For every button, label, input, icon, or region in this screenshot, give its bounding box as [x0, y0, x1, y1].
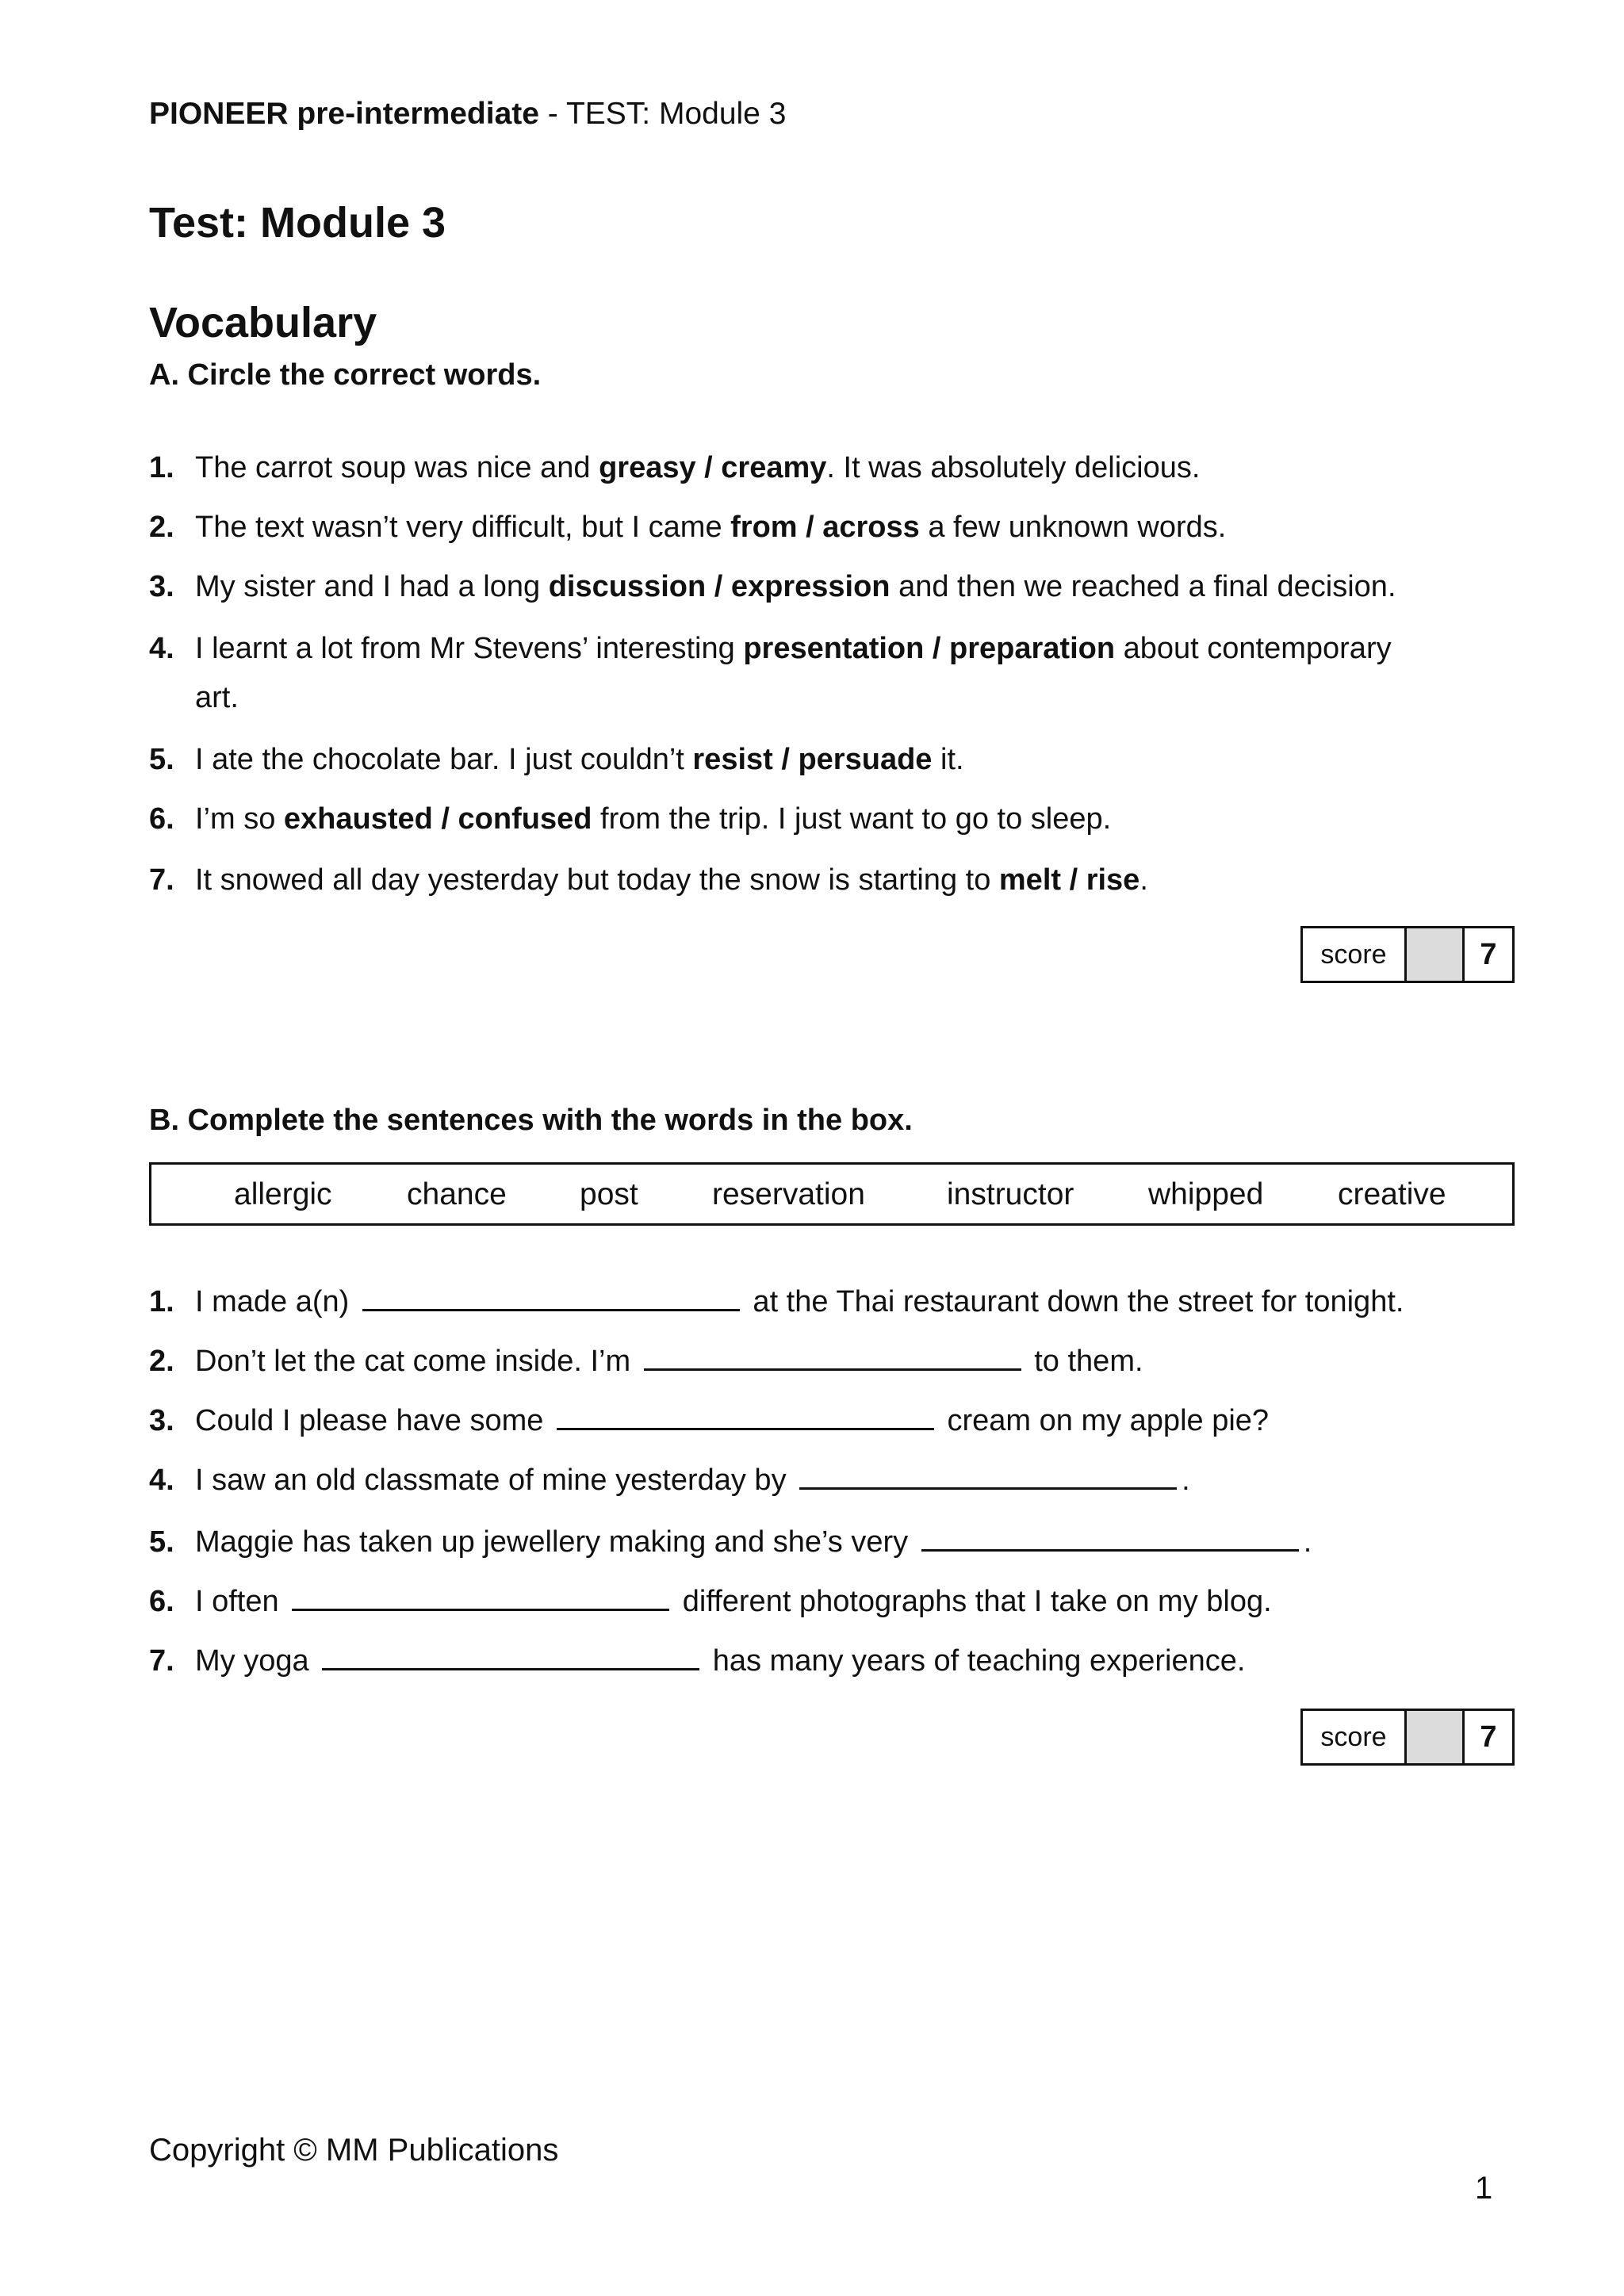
- question-number: 4.: [149, 1464, 174, 1497]
- part-b-instruction: B. Complete the sentences with the words in the box.: [149, 1104, 913, 1137]
- question-number: 5.: [149, 743, 174, 776]
- answer-blank[interactable]: [799, 1460, 1177, 1490]
- score-label: score: [1303, 1711, 1407, 1763]
- answer-options[interactable]: melt / rise: [998, 863, 1140, 897]
- answer-blank[interactable]: [557, 1401, 934, 1430]
- question-number: 5.: [149, 1525, 174, 1559]
- question-text: My yoga has many years of teaching experience.: [195, 1641, 1583, 1681]
- answer-blank[interactable]: [322, 1641, 699, 1670]
- copyright-notice: Copyright © MM Publications: [149, 2133, 559, 2168]
- answer-options[interactable]: greasy / creamy: [599, 451, 827, 484]
- answer-options[interactable]: discussion / expression: [548, 570, 891, 603]
- question-number: 7.: [149, 863, 174, 897]
- question-number: 3.: [149, 570, 174, 603]
- question-number: 6.: [149, 802, 174, 836]
- question-number: 1.: [149, 451, 174, 484]
- answer-blank[interactable]: [921, 1522, 1299, 1552]
- word-box-item: instructor: [947, 1177, 1074, 1211]
- question-number: 3.: [149, 1404, 174, 1437]
- score-label: score: [1303, 928, 1407, 981]
- score-max: 7: [1480, 937, 1497, 971]
- question-number: 6.: [149, 1585, 174, 1618]
- answer-blank[interactable]: [644, 1341, 1021, 1371]
- word-box-item: chance: [407, 1177, 507, 1211]
- question-text: It snowed all day yesterday but today the snow is starting to melt / rise.: [195, 863, 1148, 897]
- header-test-name: TEST: Module 3: [565, 97, 787, 131]
- score-max: 7: [1480, 1720, 1497, 1754]
- word-box-item: creative: [1338, 1177, 1446, 1211]
- score-input-cell[interactable]: [1407, 1711, 1465, 1763]
- question-text: The text wasn’t very difficult, but I came from / across a few unknown words.: [195, 511, 1227, 544]
- answer-options[interactable]: from / across: [730, 511, 920, 544]
- word-box: [149, 1162, 1515, 1226]
- answer-blank[interactable]: [292, 1582, 669, 1611]
- question-text: Don’t let the cat come inside. I’m to them.: [195, 1341, 1583, 1381]
- part-b-score-box: [1300, 1709, 1515, 1766]
- answer-blank[interactable]: [362, 1282, 740, 1311]
- word-box-item: reservation: [712, 1177, 865, 1211]
- part-a-instruction: A. Circle the correct words.: [149, 358, 542, 392]
- question-number: 2.: [149, 511, 174, 544]
- question-text: I learnt a lot from Mr Stevens’ interesting presentation / preparation about contemporary: [195, 632, 1392, 665]
- question-number: 2.: [149, 1345, 174, 1378]
- answer-options[interactable]: exhausted / confused: [283, 802, 592, 836]
- word-box-item: whipped: [1148, 1177, 1264, 1211]
- page-number: 1: [1475, 2171, 1493, 2206]
- question-text: I ate the chocolate bar. I just couldn’t resist / persuade it.: [195, 743, 964, 776]
- question-text: I made a(n) at the Thai restaurant down the street for tonight.: [195, 1282, 1583, 1322]
- answer-options[interactable]: presentation / preparation: [743, 632, 1116, 665]
- question-text: Maggie has taken up jewellery making and she’s very .: [195, 1522, 1583, 1562]
- word-box-item: post: [580, 1177, 638, 1211]
- answer-options[interactable]: resist / persuade: [692, 743, 933, 776]
- series-name: PIONEER pre-intermediate: [149, 97, 539, 131]
- question-text: I often different photographs that I take on my blog.: [195, 1582, 1583, 1621]
- word-box-item: allergic: [234, 1177, 332, 1211]
- part-a-score-box: [1300, 926, 1515, 983]
- question-text: The carrot soup was nice and greasy / creamy. It was absolutely delicious.: [195, 451, 1201, 484]
- question-continuation: art.: [195, 681, 239, 714]
- score-input-cell[interactable]: [1407, 928, 1465, 981]
- question-text: My sister and I had a long discussion / expression and then we reached a final decision.: [195, 570, 1396, 603]
- question-text: Could I please have some cream on my apple pie?: [195, 1401, 1583, 1441]
- question-number: 7.: [149, 1644, 174, 1678]
- page-title: Test: Module 3: [149, 199, 446, 247]
- question-number: 4.: [149, 632, 174, 665]
- question-text: I’m so exhausted / confused from the trip. I just want to go to sleep.: [195, 802, 1112, 836]
- question-text: I saw an old classmate of mine yesterday by .: [195, 1460, 1583, 1500]
- running-header: [149, 94, 786, 135]
- question-number: 1.: [149, 1285, 174, 1318]
- section-title: Vocabulary: [149, 299, 377, 346]
- header-separator: -: [538, 97, 566, 131]
